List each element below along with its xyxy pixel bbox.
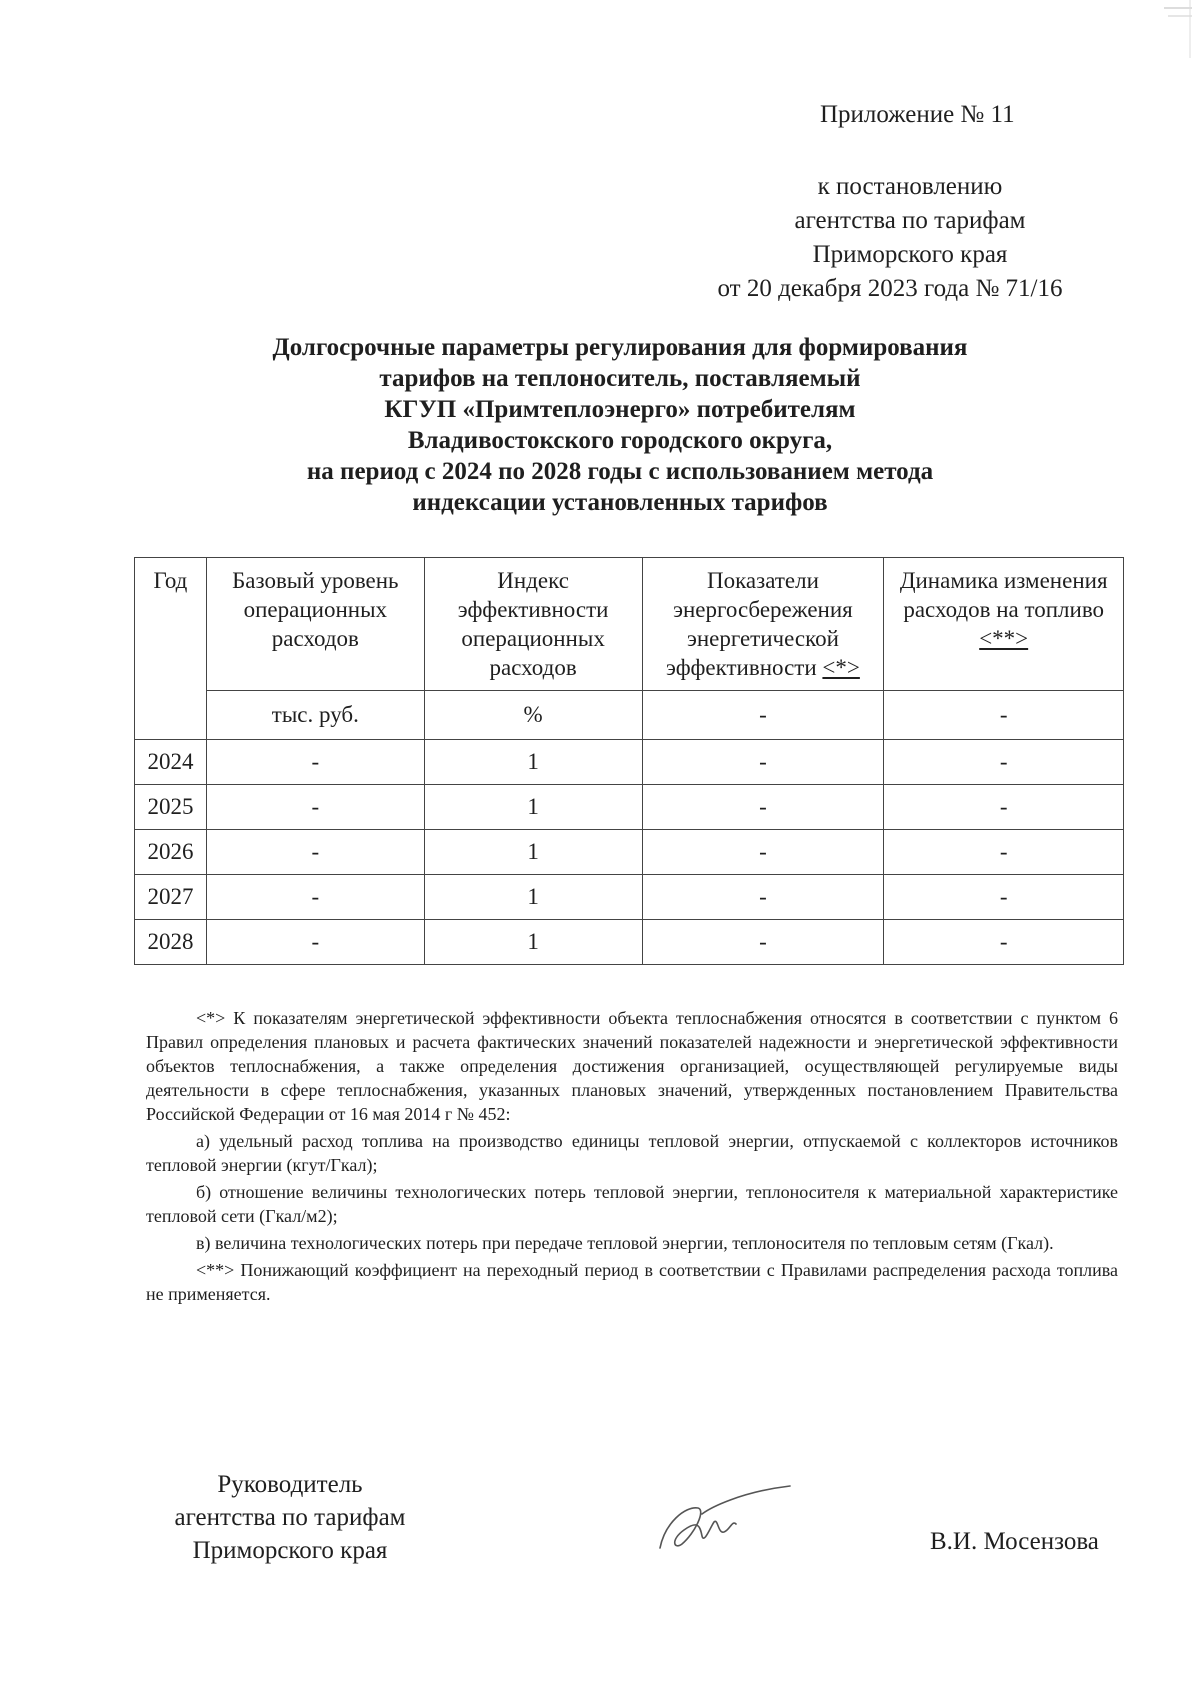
- footnote-item-c: в) величина технологических потерь при передаче тепловой энергии, теплоносителя по тепловым сетям (Гкал).: [196, 1233, 1054, 1253]
- cell-base: -: [206, 875, 424, 920]
- resolution-date: от 20 декабря 2023 года № 71/16: [717, 275, 1063, 302]
- handwritten-signature-icon: [640, 1478, 820, 1568]
- header-fuel-dynamics-label: Динамика изменения расходов на топливо: [899, 568, 1108, 622]
- table-row: [135, 875, 1124, 920]
- cell-energy: -: [642, 785, 884, 830]
- cell-year: 2024: [135, 740, 207, 785]
- resolution-line: агентства по тарифам: [794, 207, 1026, 234]
- resolution-line: Приморского края: [812, 241, 1008, 268]
- title-line: КГУП «Примтеплоэнерго» потребителям: [384, 396, 856, 423]
- signer-position: [150, 1468, 430, 1567]
- title-line: тарифов на теплоноситель, поставляемый: [379, 365, 861, 392]
- footnote-ref-1: <*>: [822, 655, 860, 680]
- table-row: [135, 830, 1124, 875]
- resolution-reference: [700, 170, 1120, 306]
- cell-year: 2025: [135, 785, 207, 830]
- scan-edge-mark-icon: [1158, 0, 1194, 60]
- footnotes: [146, 1006, 1118, 1309]
- cell-fuel: -: [884, 875, 1124, 920]
- title-line: на период с 2024 по 2028 годы с использованием метода: [306, 458, 934, 485]
- header-energy-saving: [642, 558, 884, 691]
- unit-cell: %: [424, 691, 642, 740]
- title-line: Долгосрочные параметры регулирования для формирования: [272, 334, 968, 361]
- cell-index: 1: [424, 875, 642, 920]
- header-base-level: Базовый уровень операционных расходов: [206, 558, 424, 691]
- appendix-number: Приложение № 11: [820, 101, 1015, 128]
- footnote-1: <*> К показателям энергетической эффективности объекта теплоснабжения относятся в соответствии с пунктом 6 Правил определения плановых и расчета фактических значений показателей надежности и энергетической эффективности объектов теплоснабжения, а также определения достижения организацией, осуществляющей регулируемые виды деятельности в сфере теплоснабжения, указанных плановых значений, утвержденных постановлением Правительства Российской Федерации от 16 мая 2014 г № 452:: [146, 1008, 1118, 1124]
- cell-fuel: -: [884, 785, 1124, 830]
- cell-year: 2027: [135, 875, 207, 920]
- table-row: [135, 740, 1124, 785]
- cell-index: 1: [424, 830, 642, 875]
- cell-energy: -: [642, 920, 884, 965]
- parameters-table: [134, 557, 1124, 965]
- cell-index: 1: [424, 740, 642, 785]
- signer-position-line: агентства по тарифам: [174, 1504, 406, 1531]
- table-row: [135, 920, 1124, 965]
- cell-year: 2028: [135, 920, 207, 965]
- cell-energy: -: [642, 875, 884, 920]
- cell-fuel: -: [884, 920, 1124, 965]
- resolution-line: к постановлению: [817, 173, 1003, 200]
- table-units-row: [135, 691, 1124, 740]
- cell-index: 1: [424, 785, 642, 830]
- signer-name: В.И. Мосензова: [930, 1528, 1099, 1555]
- cell-year: 2026: [135, 830, 207, 875]
- cell-base: -: [206, 740, 424, 785]
- cell-index: 1: [424, 920, 642, 965]
- title-line: индексации установленных тарифов: [412, 489, 828, 516]
- cell-energy: -: [642, 740, 884, 785]
- cell-base: -: [206, 785, 424, 830]
- signer-position-line: Руководитель: [217, 1471, 363, 1498]
- cell-base: -: [206, 920, 424, 965]
- title-line: Владивостокского городского округа,: [407, 427, 833, 454]
- table-row: [135, 785, 1124, 830]
- unit-cell: тыс. руб.: [206, 691, 424, 740]
- header-efficiency-index: Индекс эффективности операционных расходов: [424, 558, 642, 691]
- table-header-row: [135, 558, 1124, 691]
- cell-fuel: -: [884, 740, 1124, 785]
- cell-fuel: -: [884, 830, 1124, 875]
- unit-cell: -: [642, 691, 884, 740]
- header-energy-saving-label: Показатели энергосбережения энергетической эффективности: [666, 568, 853, 680]
- signer-position-line: Приморского края: [192, 1537, 388, 1564]
- unit-cell: -: [884, 691, 1124, 740]
- document-title: [130, 332, 1110, 518]
- header-year: Год: [135, 558, 207, 740]
- footnote-ref-2: <**>: [979, 626, 1029, 651]
- footnote-item-a: а) удельный расход топлива на производство единицы тепловой энергии, отпускаемой с коллекторов источников тепловой энергии (кгут/Гкал);: [146, 1131, 1118, 1175]
- header-fuel-dynamics: [884, 558, 1124, 691]
- footnote-item-b: б) отношение величины технологических потерь тепловой энергии, теплоносителя к материальной характеристике тепловой сети (Гкал/м2);: [146, 1182, 1118, 1226]
- footnote-2: <**> Понижающий коэффициент на переходный период в соответствии с Правилами распределения расхода топлива не применяется.: [146, 1260, 1118, 1304]
- cell-base: -: [206, 830, 424, 875]
- cell-energy: -: [642, 830, 884, 875]
